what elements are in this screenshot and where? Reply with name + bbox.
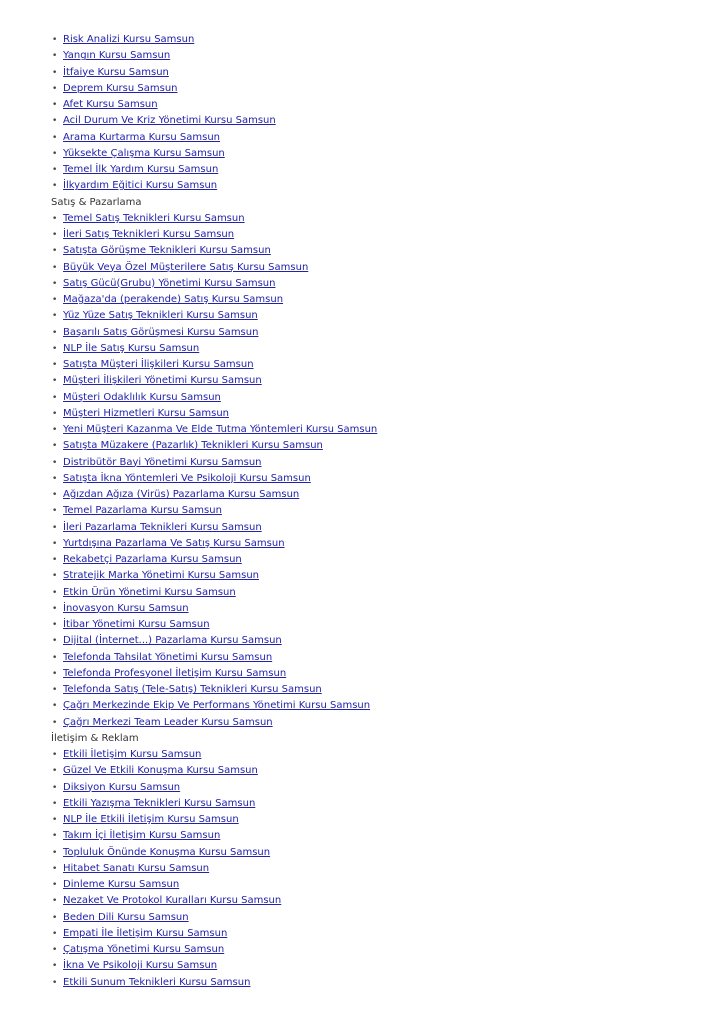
course-link[interactable]: Müşteri Hizmetleri Kursu Samsun	[63, 407, 230, 419]
list-item	[0, 276, 728, 292]
list-item	[0, 292, 728, 308]
course-link[interactable]: İlkyardım Eğitici Kursu Samsun	[63, 180, 218, 192]
course-link[interactable]: Yeni Müşteri Kazanma Ve Elde Tutma Yöntemleri Kursu Samsun	[63, 424, 378, 435]
list-item	[0, 32, 728, 48]
course-link[interactable]: İleri Satış Teknikleri Kursu Samsun	[63, 229, 235, 240]
bullet-icon: •	[52, 668, 58, 679]
list-item	[0, 601, 728, 617]
course-link[interactable]: Etkili Yazışma Teknikleri Kursu Samsun	[63, 797, 256, 809]
bullet-icon: •	[52, 961, 58, 972]
course-link[interactable]: İtfaiye Kursu Samsun	[63, 66, 169, 78]
course-link[interactable]: Temel Satış Teknikleri Kursu Samsun	[63, 212, 245, 224]
bullet-icon: •	[52, 490, 58, 500]
course-link[interactable]: Temel İlk Yardım Kursu Samsun	[63, 164, 219, 175]
bullet-icon: •	[52, 441, 58, 452]
course-link[interactable]: İkna Ve Psikoloji Kursu Samsun	[63, 960, 218, 972]
list-item	[0, 926, 728, 942]
course-link[interactable]: Çağrı Merkezinde Ekip Ve Performans Yönetimi Kursu Samsun	[63, 700, 371, 712]
list-item	[0, 893, 728, 909]
list-item	[0, 113, 728, 129]
list-item	[0, 633, 728, 649]
course-link[interactable]: Takım İçi İletişim Kursu Samsun	[63, 830, 221, 842]
bullet-icon: •	[52, 896, 58, 907]
list-item	[0, 130, 728, 146]
list-item	[0, 373, 728, 389]
list-item	[0, 357, 728, 373]
list-item	[0, 471, 728, 487]
course-link[interactable]: NLP İle Etkili İletişim Kursu Samsun	[63, 814, 239, 825]
course-link[interactable]: Temel Pazarlama Kursu Samsun	[63, 505, 222, 517]
course-section	[0, 195, 728, 731]
course-link[interactable]: Ağızdan Ağıza (Virüs) Pazarlama Kursu Samsun	[63, 489, 300, 500]
list-item	[0, 48, 728, 64]
bullet-icon: •	[52, 148, 58, 159]
bullet-icon: •	[52, 766, 58, 777]
bullet-icon: •	[52, 100, 58, 110]
bullet-icon: •	[52, 538, 58, 549]
course-link[interactable]: Etkili İletişim Kursu Samsun	[63, 749, 202, 760]
bullet-icon: •	[52, 831, 58, 842]
course-link[interactable]: Satışta Müzakere (Pazarlık) Teknikleri Kursu Samsun	[63, 440, 323, 452]
bullet-icon: •	[52, 620, 58, 630]
list-item	[0, 763, 728, 779]
list-item	[0, 975, 728, 991]
course-link[interactable]: Çağrı Merkezi Team Leader Kursu Samsun	[63, 716, 273, 728]
course-link[interactable]: Müşteri İlişkileri Yönetimi Kursu Samsun	[63, 375, 262, 387]
list-item	[0, 162, 728, 178]
list-item	[0, 487, 728, 503]
list-item	[0, 308, 728, 324]
course-link[interactable]: Hitabet Sanatı Kursu Samsun	[63, 862, 210, 874]
bullet-icon: •	[52, 815, 58, 825]
bullet-icon: •	[52, 408, 58, 419]
course-link[interactable]: Telefonda Satış (Tele-Satış) Teknikleri Kursu Samsun	[63, 684, 322, 695]
course-link[interactable]: İnovasyon Kursu Samsun	[63, 602, 189, 614]
course-link[interactable]: Risk Analizi Kursu Samsun	[63, 34, 195, 45]
bullet-icon: •	[52, 863, 58, 874]
bullet-icon: •	[52, 798, 58, 809]
list-item	[0, 227, 728, 243]
bullet-icon: •	[52, 928, 58, 939]
bullet-icon: •	[52, 652, 58, 663]
course-link[interactable]: Etkili Sunum Teknikleri Kursu Samsun	[63, 976, 251, 988]
course-link[interactable]: Telefonda Profesyonel İletişim Kursu Samsun	[63, 667, 287, 679]
course-link[interactable]: Telefonda Tahsilat Yönetimi Kursu Samsun	[63, 651, 273, 663]
list-item	[0, 341, 728, 357]
course-list	[0, 32, 728, 991]
list-item	[0, 715, 728, 731]
bullet-icon: •	[52, 51, 58, 62]
course-link[interactable]: Afet Kursu Samsun	[63, 99, 158, 110]
course-link[interactable]: Topluluk Önünde Konuşma Kursu Samsun	[63, 846, 271, 858]
course-link[interactable]: Satışta İkna Yöntemleri Ve Psikoloji Kursu Samsun	[63, 472, 311, 484]
course-link[interactable]: Empati İle İletişim Kursu Samsun	[63, 927, 228, 939]
list-item	[0, 65, 728, 81]
bullet-icon: •	[52, 847, 58, 858]
list-item	[0, 650, 728, 666]
bullet-icon: •	[52, 392, 58, 403]
course-link[interactable]: Dijital (İnternet...) Pazarlama Kursu Samsun	[63, 635, 282, 647]
course-link[interactable]: Distribütör Bayi Yönetimi Kursu Samsun	[63, 456, 262, 468]
list-item	[0, 536, 728, 552]
bullet-icon: •	[52, 717, 58, 728]
course-link[interactable]: Satışta Görüşme Teknikleri Kursu Samsun	[63, 245, 271, 257]
list-item	[0, 422, 728, 438]
list-item	[0, 617, 728, 633]
course-link[interactable]: Güzel Ve Etkili Konuşma Kursu Samsun	[63, 765, 258, 777]
bullet-icon: •	[52, 83, 58, 94]
bullet-icon: •	[52, 945, 58, 955]
list-item	[0, 406, 728, 422]
bullet-icon: •	[52, 343, 58, 354]
list-item	[0, 325, 728, 341]
bullet-icon: •	[52, 116, 58, 127]
course-link[interactable]: İtibar Yönetimi Kursu Samsun	[63, 619, 210, 630]
section-heading: İletişim & Reklam	[51, 732, 139, 744]
course-link[interactable]: Acil Durum Ve Kriz Yönetimi Kursu Samsun	[63, 115, 276, 127]
bullet-icon: •	[52, 327, 58, 338]
list-item	[0, 568, 728, 584]
course-link[interactable]: Arama Kurtarma Kursu Samsun	[63, 131, 221, 143]
bullet-icon: •	[52, 522, 58, 533]
list-item	[0, 861, 728, 877]
course-link-list	[0, 747, 728, 991]
course-section	[0, 731, 728, 991]
bullet-icon: •	[52, 311, 58, 322]
bullet-icon: •	[52, 213, 58, 224]
course-link[interactable]: Deprem Kursu Samsun	[63, 82, 178, 94]
bullet-icon: •	[52, 977, 58, 988]
list-item	[0, 666, 728, 682]
bullet-icon: •	[52, 67, 58, 78]
course-section	[0, 32, 728, 195]
course-link[interactable]: Yüksekte Çalışma Kursu Samsun	[63, 147, 225, 159]
course-link[interactable]: Yurtdışına Pazarlama Ve Satış Kursu Samsun	[63, 537, 285, 549]
list-item	[0, 910, 728, 926]
list-item	[0, 682, 728, 698]
course-link[interactable]: Satışta Müşteri İlişkileri Kursu Samsun	[63, 359, 254, 370]
course-link[interactable]: Başarılı Satış Görüşmesi Kursu Samsun	[63, 326, 259, 338]
list-item	[0, 211, 728, 227]
course-link[interactable]: Etkin Ürün Yönetimi Kursu Samsun	[63, 586, 236, 598]
list-item	[0, 877, 728, 893]
bullet-icon: •	[52, 262, 58, 273]
list-item	[0, 845, 728, 861]
list-item	[0, 503, 728, 519]
course-link[interactable]: Beden Dili Kursu Samsun	[63, 911, 189, 923]
bullet-icon: •	[52, 230, 58, 240]
bullet-icon: •	[52, 425, 58, 435]
list-item	[0, 698, 728, 714]
bullet-icon: •	[52, 750, 58, 760]
bullet-icon: •	[52, 181, 58, 192]
bullet-icon: •	[52, 360, 58, 370]
bullet-icon: •	[52, 912, 58, 923]
bullet-icon: •	[52, 165, 58, 175]
list-item	[0, 438, 728, 454]
course-link[interactable]: Dinleme Kursu Samsun	[63, 879, 180, 890]
course-link-list	[0, 32, 728, 195]
list-item	[0, 243, 728, 259]
course-link[interactable]: Büyük Veya Özel Müşterilere Satış Kursu Samsun	[63, 261, 309, 273]
list-item	[0, 585, 728, 601]
section-heading: Satış & Pazarlama	[51, 196, 142, 208]
course-link[interactable]: İleri Pazarlama Teknikleri Kursu Samsun	[63, 521, 262, 533]
list-item	[0, 81, 728, 97]
bullet-icon: •	[52, 376, 58, 387]
bullet-icon: •	[52, 132, 58, 143]
bullet-icon: •	[52, 571, 58, 582]
bullet-icon: •	[52, 782, 58, 793]
course-link[interactable]: Nezaket Ve Protokol Kuralları Kursu Samsun	[63, 895, 282, 907]
bullet-icon: •	[52, 35, 58, 45]
course-link[interactable]: Mağaza'da (perakende) Satış Kursu Samsun	[63, 294, 284, 305]
list-item	[0, 828, 728, 844]
course-link[interactable]: Müşteri Odaklılık Kursu Samsun	[63, 391, 221, 403]
list-item	[0, 796, 728, 812]
bullet-icon: •	[52, 587, 58, 598]
bullet-icon: •	[52, 473, 58, 484]
list-item	[0, 780, 728, 796]
list-item	[0, 520, 728, 536]
bullet-icon: •	[52, 701, 58, 712]
list-item	[0, 942, 728, 958]
bullet-icon: •	[52, 506, 58, 517]
bullet-icon: •	[52, 603, 58, 614]
bullet-icon: •	[52, 295, 58, 305]
bullet-icon: •	[52, 880, 58, 890]
list-item	[0, 455, 728, 471]
list-item	[0, 958, 728, 974]
bullet-icon: •	[52, 685, 58, 695]
bullet-icon: •	[52, 457, 58, 468]
list-item	[0, 552, 728, 568]
course-link[interactable]: Stratejik Marka Yönetimi Kursu Samsun	[63, 570, 260, 582]
course-link-list	[0, 211, 728, 731]
bullet-icon: •	[52, 278, 58, 289]
course-link[interactable]: Satış Gücü(Grubu) Yönetimi Kursu Samsun	[63, 277, 276, 289]
list-item	[0, 97, 728, 113]
list-item	[0, 812, 728, 828]
list-item	[0, 178, 728, 194]
bullet-icon: •	[52, 246, 58, 257]
course-link[interactable]: Yüz Yüze Satış Teknikleri Kursu Samsun	[63, 310, 258, 322]
list-item	[0, 390, 728, 406]
course-link[interactable]: Çatışma Yönetimi Kursu Samsun	[63, 944, 225, 955]
list-item	[0, 260, 728, 276]
course-link[interactable]: NLP İle Satış Kursu Samsun	[63, 342, 200, 354]
course-link[interactable]: Diksiyon Kursu Samsun	[63, 781, 181, 793]
course-link[interactable]: Rekabetçi Pazarlama Kursu Samsun	[63, 554, 242, 565]
bullet-icon: •	[52, 555, 58, 565]
course-link[interactable]: Yangın Kursu Samsun	[63, 50, 171, 62]
list-item	[0, 146, 728, 162]
bullet-icon: •	[52, 636, 58, 647]
list-item	[0, 747, 728, 763]
